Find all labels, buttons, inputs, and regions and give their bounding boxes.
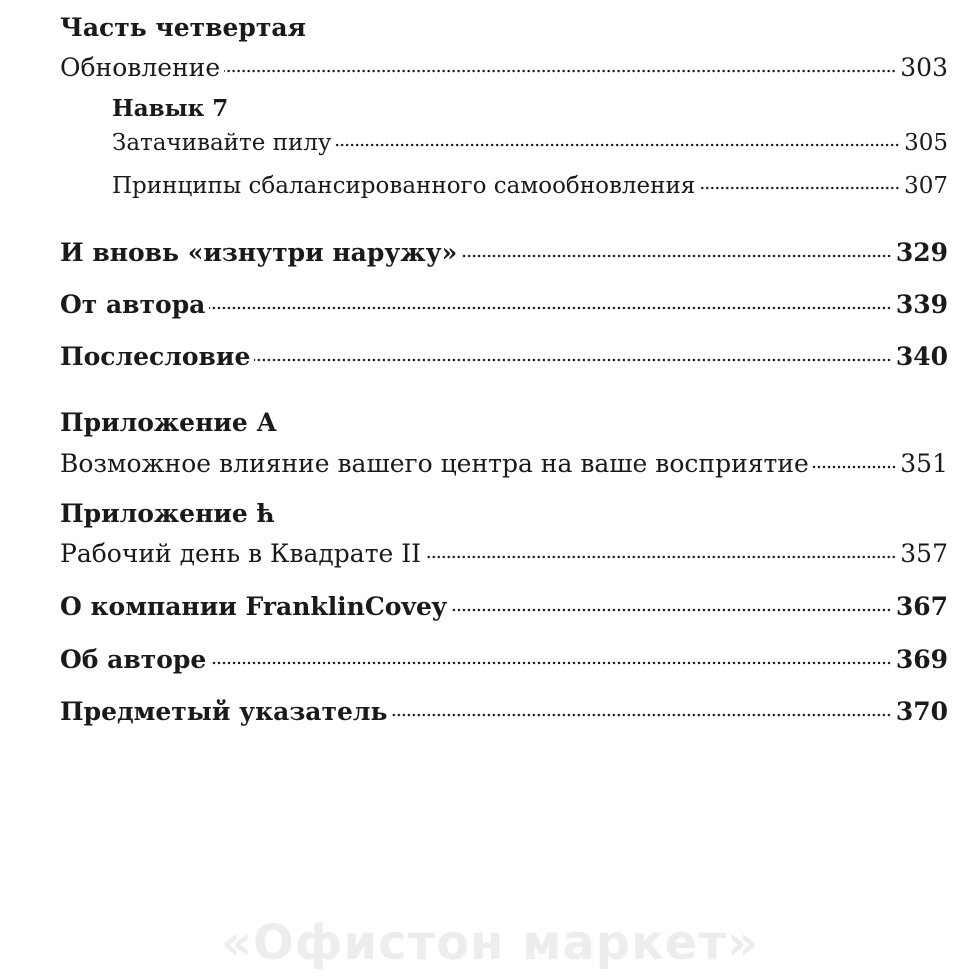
entry-page: 340 <box>895 342 948 371</box>
entry-title: Принципы сбалансированного самообновления <box>112 173 696 199</box>
entry-page: 329 <box>895 238 948 267</box>
entry-title: От автора <box>60 290 206 319</box>
entry-title: О компании FranklinCovey <box>60 592 447 621</box>
entry-page: 370 <box>895 697 948 726</box>
dot-leader <box>210 661 892 665</box>
entry-title: Послесловие <box>60 342 251 371</box>
entry-page: 351 <box>900 449 948 478</box>
appendix-b-heading: Приложение ћ <box>60 499 275 528</box>
part-heading: Часть четвертая <box>60 13 307 42</box>
toc-entry-afterword <box>60 340 948 374</box>
habit-heading: Навык 7 <box>112 95 229 122</box>
dot-leader <box>461 254 892 258</box>
toc-entry-company <box>60 590 948 624</box>
dot-leader <box>209 306 891 310</box>
dot-leader <box>335 143 900 147</box>
toc-entry-index <box>60 695 948 729</box>
watermark: «Офистон маркет» <box>220 915 760 971</box>
dot-leader <box>254 358 891 362</box>
entry-title: И вновь «изнутри наружу» <box>60 238 458 267</box>
toc-entry-from-author <box>60 288 948 322</box>
dot-leader <box>391 713 891 717</box>
dot-leader <box>425 555 896 559</box>
appendix-a-heading: Приложение А <box>60 408 277 437</box>
entry-title: Предметый указатель <box>60 697 388 726</box>
toc-entry-saw <box>112 126 948 160</box>
dot-leader <box>699 186 900 190</box>
entry-page: 357 <box>900 539 948 568</box>
toc-entry-renewal <box>60 51 948 85</box>
entry-title: Возможное влияние вашего центра на ваше восприятие <box>60 449 809 478</box>
entry-page: 367 <box>895 592 948 621</box>
toc-entry-principles <box>112 169 948 203</box>
entry-page: 307 <box>904 173 948 199</box>
toc-entry-inside-out <box>60 236 948 270</box>
entry-page: 305 <box>904 130 948 156</box>
dot-leader <box>813 465 896 469</box>
entry-page: 369 <box>895 645 948 674</box>
entry-page: 339 <box>895 290 948 319</box>
entry-title: Обновление <box>60 53 221 82</box>
entry-title: Об авторе <box>60 645 207 674</box>
dot-leader <box>450 608 891 612</box>
dot-leader <box>224 69 896 73</box>
entry-title: Затачивайте пилу <box>112 130 332 156</box>
toc-entry-about-author <box>60 643 948 677</box>
toc-entry-appendix-b <box>60 537 948 571</box>
entry-page: 303 <box>900 53 948 82</box>
toc-entry-appendix-a <box>60 447 948 481</box>
entry-title: Рабочий день в Квадрате II <box>60 539 422 568</box>
